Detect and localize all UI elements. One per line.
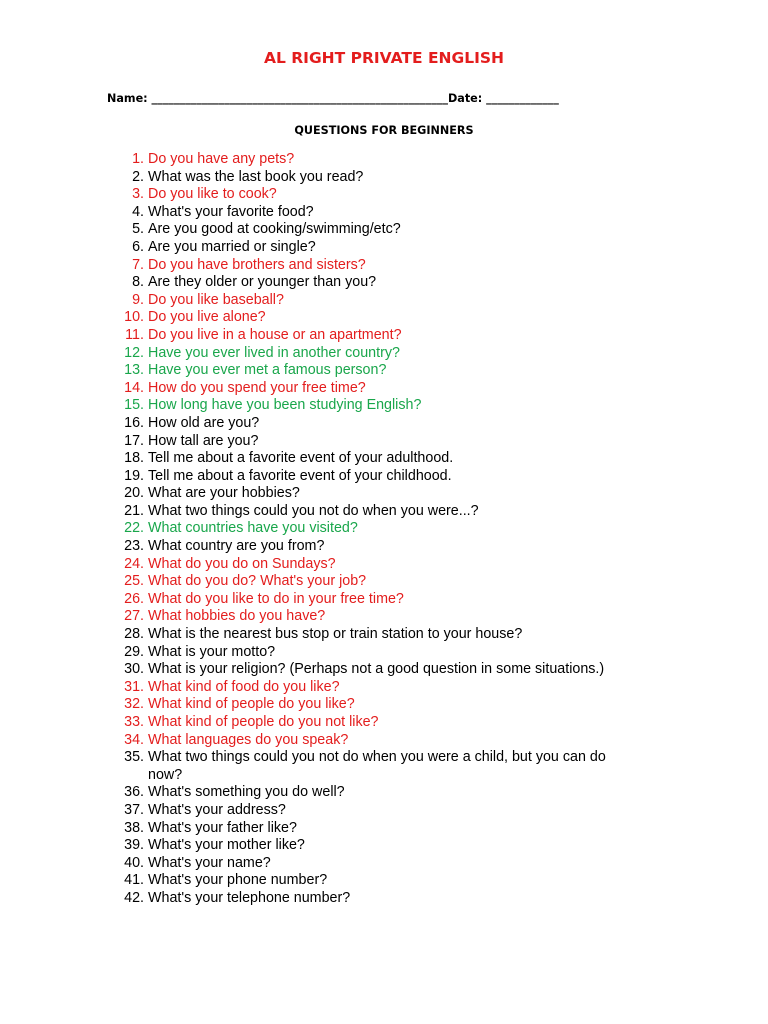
question-number: 20. (124, 485, 144, 502)
question-number: 31. (124, 678, 144, 695)
question-item (0, 820, 638, 838)
question-item (0, 186, 638, 204)
question-text: What kind of people do you like? (148, 696, 355, 713)
question-text: What is the nearest bus stop or train station to your house? (148, 626, 523, 643)
question-item (0, 890, 638, 908)
question-text: What kind of food do you like? (148, 678, 340, 695)
question-text: What country are you from? (148, 538, 325, 555)
question-number: 15. (124, 397, 144, 414)
question-text: What is your religion? (Perhaps not a good question in some situations.) (148, 661, 605, 678)
question-number: 36. (124, 784, 144, 801)
question-item (0, 749, 638, 784)
question-item (0, 274, 638, 292)
question-item (0, 433, 638, 451)
question-number: 4. (132, 203, 144, 220)
question-item (0, 679, 638, 697)
question-number: 9. (132, 291, 144, 308)
question-text: What's your father like? (148, 819, 297, 836)
question-number: 17. (124, 432, 144, 449)
question-number: 7. (132, 256, 144, 273)
question-number: 38. (124, 819, 144, 836)
question-item (0, 292, 638, 310)
question-text: What's your name? (148, 854, 271, 871)
question-text: What two things could you not do when you were...? (148, 502, 479, 519)
question-item (0, 732, 638, 750)
question-item (0, 450, 638, 468)
question-text: Tell me about a favorite event of your adulthood. (148, 450, 454, 467)
question-number: 28. (124, 626, 144, 643)
question-number: 21. (124, 502, 144, 519)
question-text: Do you like to cook? (148, 186, 277, 203)
question-item (0, 591, 638, 609)
question-item (0, 257, 638, 275)
question-item (0, 397, 638, 415)
question-text: What's your phone number? (148, 872, 328, 889)
question-item (0, 556, 638, 574)
question-item (0, 468, 638, 486)
question-text: What kind of people do you not like? (148, 714, 379, 730)
question-item (0, 855, 638, 873)
question-text: Are they older or younger than you? (148, 274, 377, 291)
question-item (0, 345, 638, 363)
question-number: 39. (124, 837, 144, 854)
question-item (0, 802, 638, 820)
question-text: What countries have you visited? (148, 520, 358, 537)
question-item (0, 327, 638, 345)
question-item (0, 239, 638, 257)
question-item (0, 784, 638, 802)
question-text: Tell me about a favorite event of your childhood. (148, 467, 452, 484)
question-text: How tall are you? (148, 432, 259, 449)
question-number: 19. (124, 467, 144, 484)
question-text: What are your hobbies? (148, 485, 300, 502)
question-number: 34. (124, 731, 144, 748)
question-text: What's your address? (148, 801, 286, 818)
question-number: 18. (124, 450, 144, 467)
question-number: 32. (124, 696, 144, 713)
question-number: 24. (124, 555, 144, 572)
question-number: 30. (124, 661, 144, 678)
question-text: What was the last book you read? (148, 168, 364, 185)
question-number: 16. (124, 414, 144, 431)
question-item (0, 151, 638, 169)
question-number: 23. (124, 538, 144, 555)
question-text: Do you like baseball? (148, 291, 284, 308)
question-item (0, 380, 638, 398)
question-text: Do you have brothers and sisters? (148, 256, 366, 273)
question-text: How do you spend your free time? (148, 379, 366, 396)
question-number: 14. (124, 379, 144, 396)
question-text: How long have you been studying English? (148, 397, 422, 414)
question-item (0, 204, 638, 222)
question-number: 25. (124, 573, 144, 590)
question-number: 8. (132, 274, 144, 291)
worksheet-subtitle: QUESTIONS FOR BEGINNERS (294, 124, 474, 137)
question-list (0, 151, 638, 908)
question-number: 41. (124, 872, 144, 889)
question-item (0, 608, 638, 626)
question-number: 29. (124, 643, 144, 660)
question-item (0, 485, 638, 503)
question-text: What's something you do well? (148, 784, 345, 801)
question-number: 10. (124, 309, 144, 326)
question-text: What do you like to do in your free time? (148, 590, 404, 607)
question-text: What do you do? What's your job? (148, 573, 367, 590)
question-text: Have you ever met a famous person? (148, 362, 387, 379)
question-item (0, 696, 638, 714)
question-number: 13. (124, 362, 144, 379)
question-number: 6. (132, 238, 144, 255)
question-text: Do you live in a house or an apartment? (148, 326, 402, 343)
question-text: What two things could you not do when you were a child, but you can do now? (148, 749, 606, 783)
question-text: What languages do you speak? (148, 731, 349, 748)
question-number: 42. (124, 889, 144, 906)
question-number: 27. (124, 608, 144, 625)
question-item (0, 573, 638, 591)
question-item (0, 221, 638, 239)
question-item (0, 538, 638, 556)
question-text: Do you live alone? (148, 309, 266, 326)
question-item (0, 169, 638, 187)
question-item (0, 661, 638, 679)
question-number: 12. (124, 344, 144, 361)
question-item (0, 362, 638, 380)
question-text: Are you married or single? (148, 238, 316, 255)
question-text: What hobbies do you have? (148, 608, 326, 625)
question-number: 1. (132, 151, 144, 167)
question-item (0, 503, 638, 521)
question-number: 22. (124, 520, 144, 537)
question-text: What is your motto? (148, 643, 276, 660)
question-text: What's your telephone number? (148, 889, 351, 906)
question-item (0, 644, 638, 662)
question-number: 3. (132, 186, 144, 203)
question-number: 37. (124, 801, 144, 818)
question-text: Are you good at cooking/swimming/etc? (148, 221, 401, 238)
question-text: What do you do on Sundays? (148, 555, 336, 572)
question-item (0, 520, 638, 538)
question-number: 5. (132, 221, 144, 238)
question-number: 2. (132, 168, 144, 185)
question-item (0, 872, 638, 890)
question-item (0, 309, 638, 327)
name-date-line: Name: _____________________________________________________Date: _____________ (107, 92, 559, 105)
question-item (0, 837, 638, 855)
question-number: 35. (124, 749, 144, 766)
question-text: What's your favorite food? (148, 203, 314, 220)
question-number: 26. (124, 590, 144, 607)
question-text: What's your mother like? (148, 837, 305, 854)
question-text: Have you ever lived in another country? (148, 344, 400, 361)
question-text: How old are you? (148, 414, 260, 431)
question-number: 11. (125, 326, 144, 343)
page-title: AL RIGHT PRIVATE ENGLISH (263, 49, 505, 67)
question-number: 40. (124, 854, 144, 871)
question-number: 33. (124, 714, 144, 730)
question-text: Do you have any pets? (148, 151, 295, 167)
question-item (0, 626, 638, 644)
question-item (0, 415, 638, 433)
question-item (0, 714, 638, 732)
